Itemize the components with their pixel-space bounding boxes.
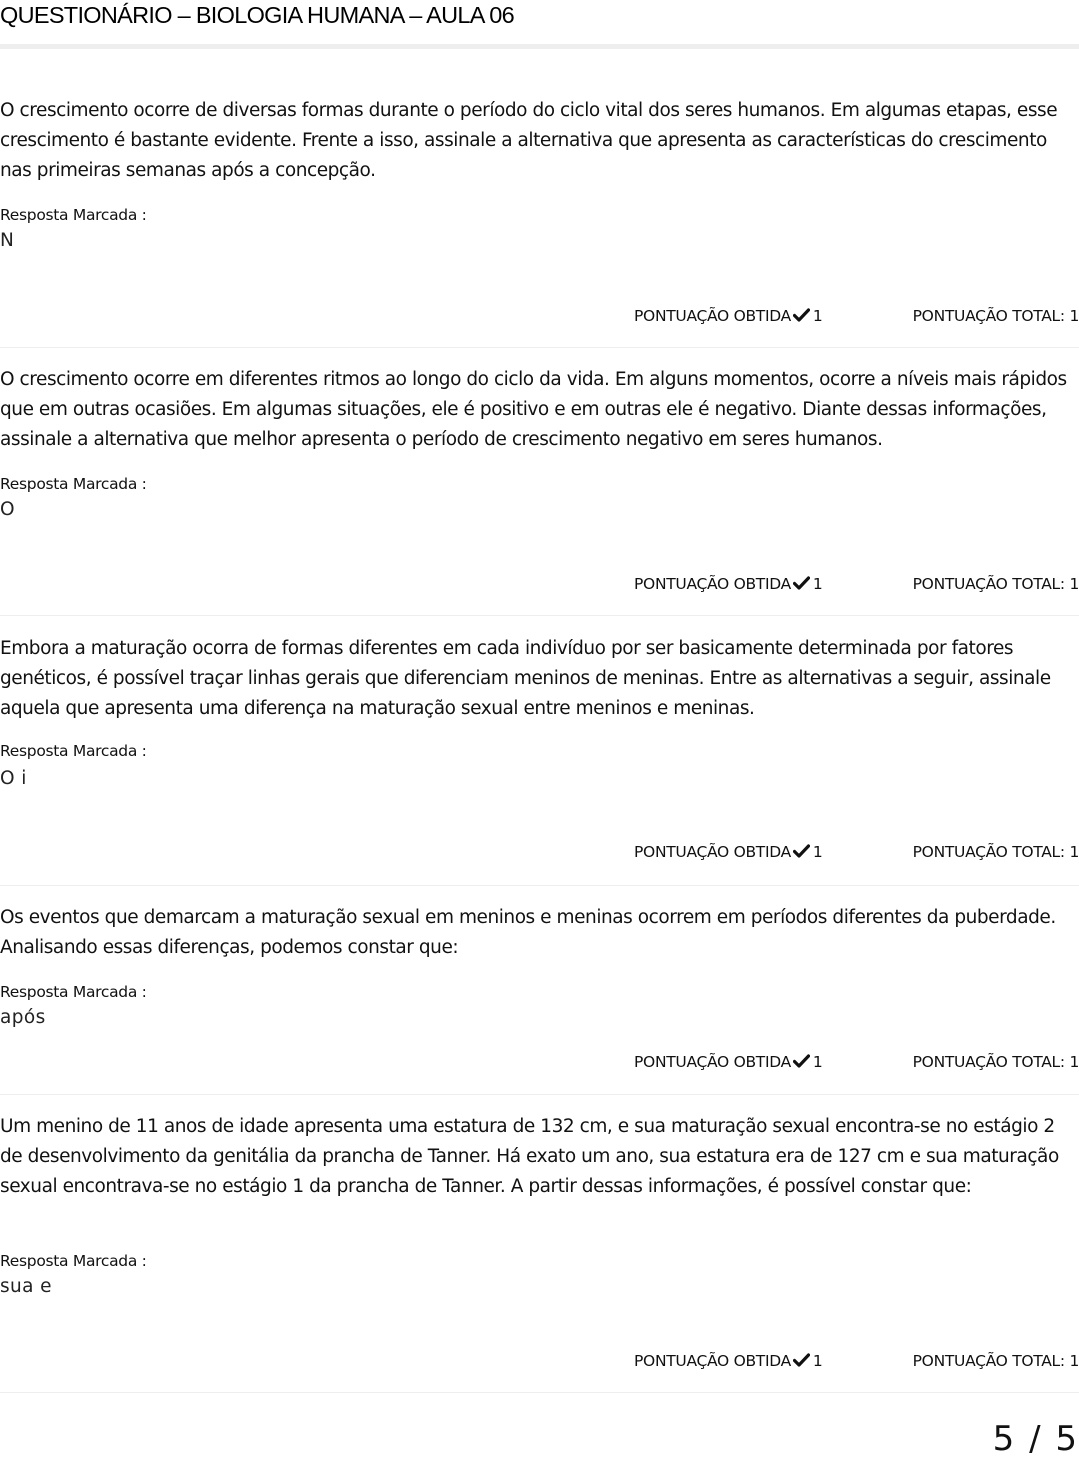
answer-label: Resposta Marcada : [0,475,147,493]
score-total-label: PONTUAÇÃO TOTAL: [912,575,1065,593]
score-total-value: 1 [1069,1352,1079,1370]
score-total [913,1352,1079,1370]
divider [0,615,1079,616]
score-obtained [634,843,822,861]
score-obtained-label: PONTUAÇÃO OBTIDA [634,1053,791,1071]
question-text: Embora a maturação ocorra de formas diferentes em cada indivíduo por ser basicamente determinada por fatores genéticos, é possível traçar linhas gerais que diferenciam meninos de meninas. Entre as alternativas a seguir, assinale aquela que apresenta uma diferença na maturação sexual entre meninos e meninas. [0,638,1051,719]
answer-label: Resposta Marcada : [0,983,147,1001]
score-obtained-label: PONTUAÇÃO OBTIDA [634,575,791,593]
score-obtained [634,307,822,325]
score-total [913,575,1079,593]
score-obtained-value: 1 [812,843,823,861]
score-row [559,1053,1079,1075]
question-text: O crescimento ocorre em diferentes ritmos ao longo do ciclo da vida. Em alguns momentos, ocorre a níveis mais rápidos que em outras ocasiões. Em algumas situações, ele é positivo e em outras ele é negativo. Diante dessas informações, assinale a alternativa que melhor apresenta o período de crescimento negativo em seres humanos. [0,369,1067,450]
divider [0,885,1079,886]
divider [0,1094,1079,1095]
score-row [559,307,1079,329]
check-icon [793,844,810,858]
answer-value: após [0,1007,46,1028]
answer-value: sua e [0,1276,52,1297]
score-obtained-label: PONTUAÇÃO OBTIDA [634,307,791,325]
score-total [913,843,1079,861]
check-icon [793,1054,810,1068]
check-icon [793,1353,810,1367]
answer-value: N [0,230,15,251]
score-total-value: 1 [1069,575,1079,593]
score-obtained [634,1053,822,1071]
question-text: O crescimento ocorre de diversas formas durante o período do ciclo vital dos seres humanos. Em algumas etapas, esse crescimento é bastante evidente. Frente a isso, assinale a alternativa que apresenta as características do crescimento nas primeiras semanas após a concepção. [0,100,1058,181]
score-obtained [634,1352,822,1370]
score-total [913,1053,1079,1071]
score-row [559,843,1079,865]
score-total-label: PONTUAÇÃO TOTAL: [912,843,1065,861]
score-total-label: PONTUAÇÃO TOTAL: [912,307,1065,325]
score-obtained-label: PONTUAÇÃO OBTIDA [634,1352,791,1370]
divider [0,347,1079,348]
score-total-value: 1 [1069,307,1079,325]
score-obtained [634,575,822,593]
answer-value: O i [0,768,27,789]
check-icon [793,576,810,590]
score-total-label: PONTUAÇÃO TOTAL: [912,1053,1065,1071]
score-obtained-label: PONTUAÇÃO OBTIDA [634,843,791,861]
divider [0,1392,1079,1393]
score-total-value: 1 [1069,843,1079,861]
score-row [559,1352,1079,1374]
answer-label: Resposta Marcada : [0,1252,147,1270]
score-row [559,575,1079,597]
score-total-value: 1 [1069,1053,1079,1071]
question-text: Um menino de 11 anos de idade apresenta uma estatura de 132 cm, e sua maturação sexual encontra-se no estágio 2 de desenvolvimento da genitália da prancha de Tanner. Há exato um ano, sua estatura era de 127 cm e sua maturação sexual encontrava-se no estágio 1 da prancha de Tanner. A partir dessas informações, é possível constar que: [0,1116,1059,1197]
answer-label: Resposta Marcada : [0,742,147,760]
score-total-label: PONTUAÇÃO TOTAL: [912,1352,1065,1370]
answer-label: Resposta Marcada : [0,206,147,224]
answer-value: O [0,499,15,520]
question-text: Os eventos que demarcam a maturação sexual em meninos e meninas ocorrem em períodos diferentes da puberdade. Analisando essas diferenças, podemos constar que: [0,907,1056,958]
page-header [0,0,1079,49]
page-title: QUESTIONÁRIO – BIOLOGIA HUMANA – AULA 06 [0,2,514,28]
score-total [913,307,1079,325]
score-obtained-value: 1 [812,1053,823,1071]
score-obtained-value: 1 [812,1352,823,1370]
score-obtained-value: 1 [812,307,823,325]
score-obtained-value: 1 [812,575,823,593]
page-counter: 5 / 5 [992,1419,1079,1459]
check-icon [793,308,810,322]
